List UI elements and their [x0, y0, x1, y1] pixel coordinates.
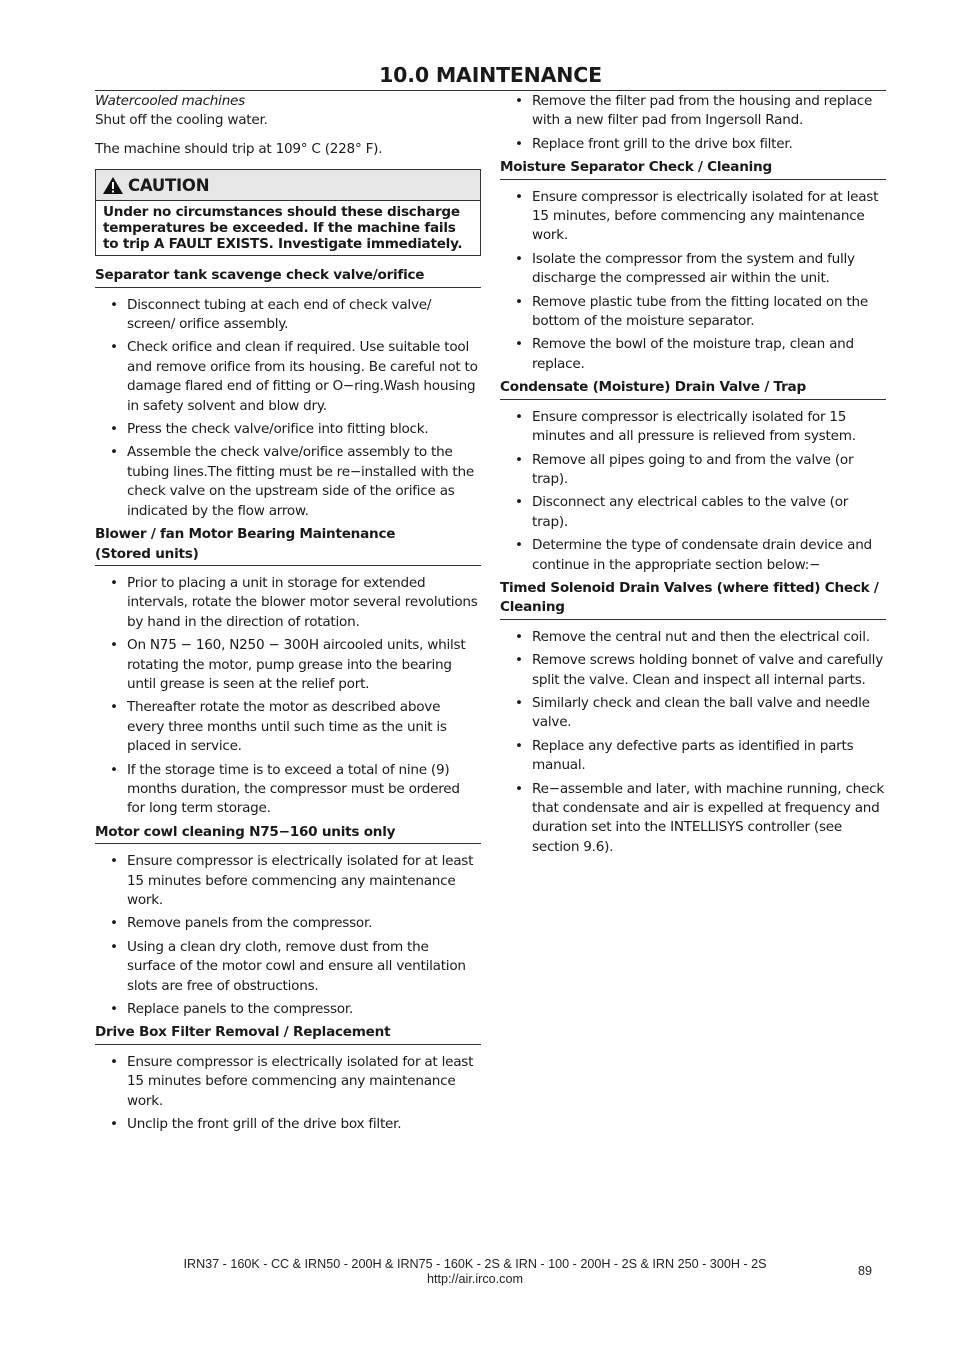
- list-moisture-separator: [500, 188, 886, 375]
- watercooled-subheading: Watercooled machines: [95, 93, 246, 109]
- section-heading-condensate-drain: Condensate (Moisture) Drain Valve / Trap: [500, 378, 886, 399]
- section-heading-drive-box: Drive Box Filter Removal / Replacement: [95, 1023, 481, 1044]
- list-item: • Similarly check and clean the ball valve and needle valve.: [515, 694, 870, 731]
- list-item: • Using a clean dry cloth, remove dust from the surface of the motor cowl and ensure all ventilation slots are free of obstructions.: [110, 938, 466, 994]
- list-item: • Prior to placing a unit in storage for extended intervals, rotate the blower motor several revolutions by hand in the direction of rotation.: [110, 574, 478, 630]
- list-condensate-drain: [500, 408, 886, 575]
- intro-line-1: Shut off the cooling water.: [95, 112, 268, 129]
- list-drive-box: [95, 1053, 481, 1135]
- list-item: • Disconnect tubing at each end of check valve/ screen/ orifice assembly.: [110, 296, 432, 333]
- list-blower: [95, 574, 481, 819]
- list-item: • Re−assemble and later, with machine running, check that condensate and air is expelled at frequency and duration set into the INTELLISYS controller (see section 9.6).: [515, 780, 885, 855]
- list-item: • Press the check valve/orifice into fitting block.: [110, 421, 429, 438]
- title-rule: [95, 90, 886, 91]
- list-item: • Remove the bowl of the moisture trap, clean and replace.: [515, 336, 854, 372]
- heading-line-2: (Stored units): [95, 545, 199, 562]
- list-item: • Isolate the compressor from the system and fully discharge the compressed air within the unit.: [515, 250, 855, 287]
- section-heading-blower: [95, 525, 481, 566]
- right-column: [500, 92, 886, 861]
- section-heading-scavenge: Separator tank scavenge check valve/orifice: [95, 266, 481, 287]
- footer-url: http://air.irco.com: [427, 1272, 523, 1286]
- list-item: • On N75 − 160, N250 − 300H aircooled units, whilst rotating the motor, pump grease into the bearing until grease is seen at the relief port.: [110, 637, 466, 692]
- list-item: • Disconnect any electrical cables to the valve (or trap).: [515, 494, 849, 530]
- page-number: 89: [857, 1264, 872, 1278]
- footer: [95, 1257, 855, 1287]
- list-item: • Unclip the front grill of the drive box filter.: [110, 1116, 402, 1133]
- intro-line-2: The machine should trip at 109° C (228° F).: [95, 140, 383, 157]
- caution-label: CAUTION: [128, 175, 210, 195]
- list-item: • Thereafter rotate the motor as described above every three months until such time as the unit is placed in service.: [110, 699, 447, 755]
- caution-text: Under no circumstances should these discharge temperatures be exceeded. If the machine fails to trip A FAULT EXISTS. Investigate immediately.: [103, 204, 463, 253]
- warning-triangle-icon: [102, 176, 124, 195]
- list-item: • Determine the type of condensate drain device and continue in the appropriate section below:−: [515, 537, 872, 573]
- list-item: • Replace front grill to the drive box filter.: [515, 135, 793, 152]
- list-item: • Remove screws holding bonnet of valve and carefully split the valve. Clean and inspect all internal parts.: [515, 652, 883, 688]
- list-item: • Ensure compressor is electrically isolated for at least 15 minutes before commencing any maintenance work.: [110, 1053, 474, 1109]
- list-item: • Assemble the check valve/orifice assembly to the tubing lines.The fitting must be re−installed with the check valve on the upstream side of the orifice as indicated by the flow arrow.: [110, 444, 474, 519]
- list-item: • Replace panels to the compressor.: [110, 1001, 354, 1018]
- list-item: • Remove the central nut and then the electrical coil.: [515, 628, 870, 645]
- list-item: • Ensure compressor is electrically isolated for at least 15 minutes, before commencing any maintenance work.: [515, 188, 879, 244]
- list-item: • Remove panels from the compressor.: [110, 915, 373, 932]
- list-item: • Ensure compressor is electrically isolated for at least 15 minutes before commencing any maintenance work.: [110, 853, 474, 908]
- list-item: • Remove all pipes going to and from the valve (or trap).: [515, 451, 854, 487]
- list-item: • Ensure compressor is electrically isolated for 15 minutes and all pressure is relieved from system.: [515, 408, 856, 445]
- list-item: • Check orifice and clean if required. Use suitable tool and remove orifice from its housing. Be careful not to damage flared end of fitting or O−ring.Wash housing in safety solvent and blow dry.: [110, 339, 478, 414]
- list-item: • Remove the filter pad from the housing and replace with a new filter pad from Ingersoll Rand.: [515, 93, 873, 129]
- list-item: • If the storage time is to exceed a total of nine (9) months duration, the compressor must be ordered for long term storage.: [110, 761, 460, 817]
- list-item: • Remove plastic tube from the fitting located on the bottom of the moisture separator.: [515, 293, 868, 330]
- list-scavenge: [95, 296, 481, 521]
- caution-header: [96, 170, 480, 201]
- page-title: 10.0 MAINTENANCE: [379, 63, 602, 87]
- list-drive-box-continued: [500, 92, 886, 154]
- footer-models: IRN37 - 160K - CC & IRN50 - 200H & IRN75 - 160K - 2S & IRN - 100 - 200H - 2S & IRN 250 - 300H - 2S: [183, 1257, 767, 1271]
- section-heading-motor-cowl: Motor cowl cleaning N75−160 units only: [95, 823, 481, 844]
- list-item: • Replace any defective parts as identified in parts manual.: [515, 737, 854, 774]
- caution-box: [95, 169, 481, 256]
- list-timed-solenoid: [500, 628, 886, 857]
- section-heading-moisture-separator: Moisture Separator Check / Cleaning: [500, 158, 886, 179]
- list-motor-cowl: [95, 852, 481, 1019]
- section-heading-timed-solenoid: Timed Solenoid Drain Valves (where fitted) Check / Cleaning: [500, 579, 886, 620]
- left-column: [95, 92, 481, 1138]
- heading-line-1: Blower / fan Motor Bearing Maintenance: [95, 526, 396, 543]
